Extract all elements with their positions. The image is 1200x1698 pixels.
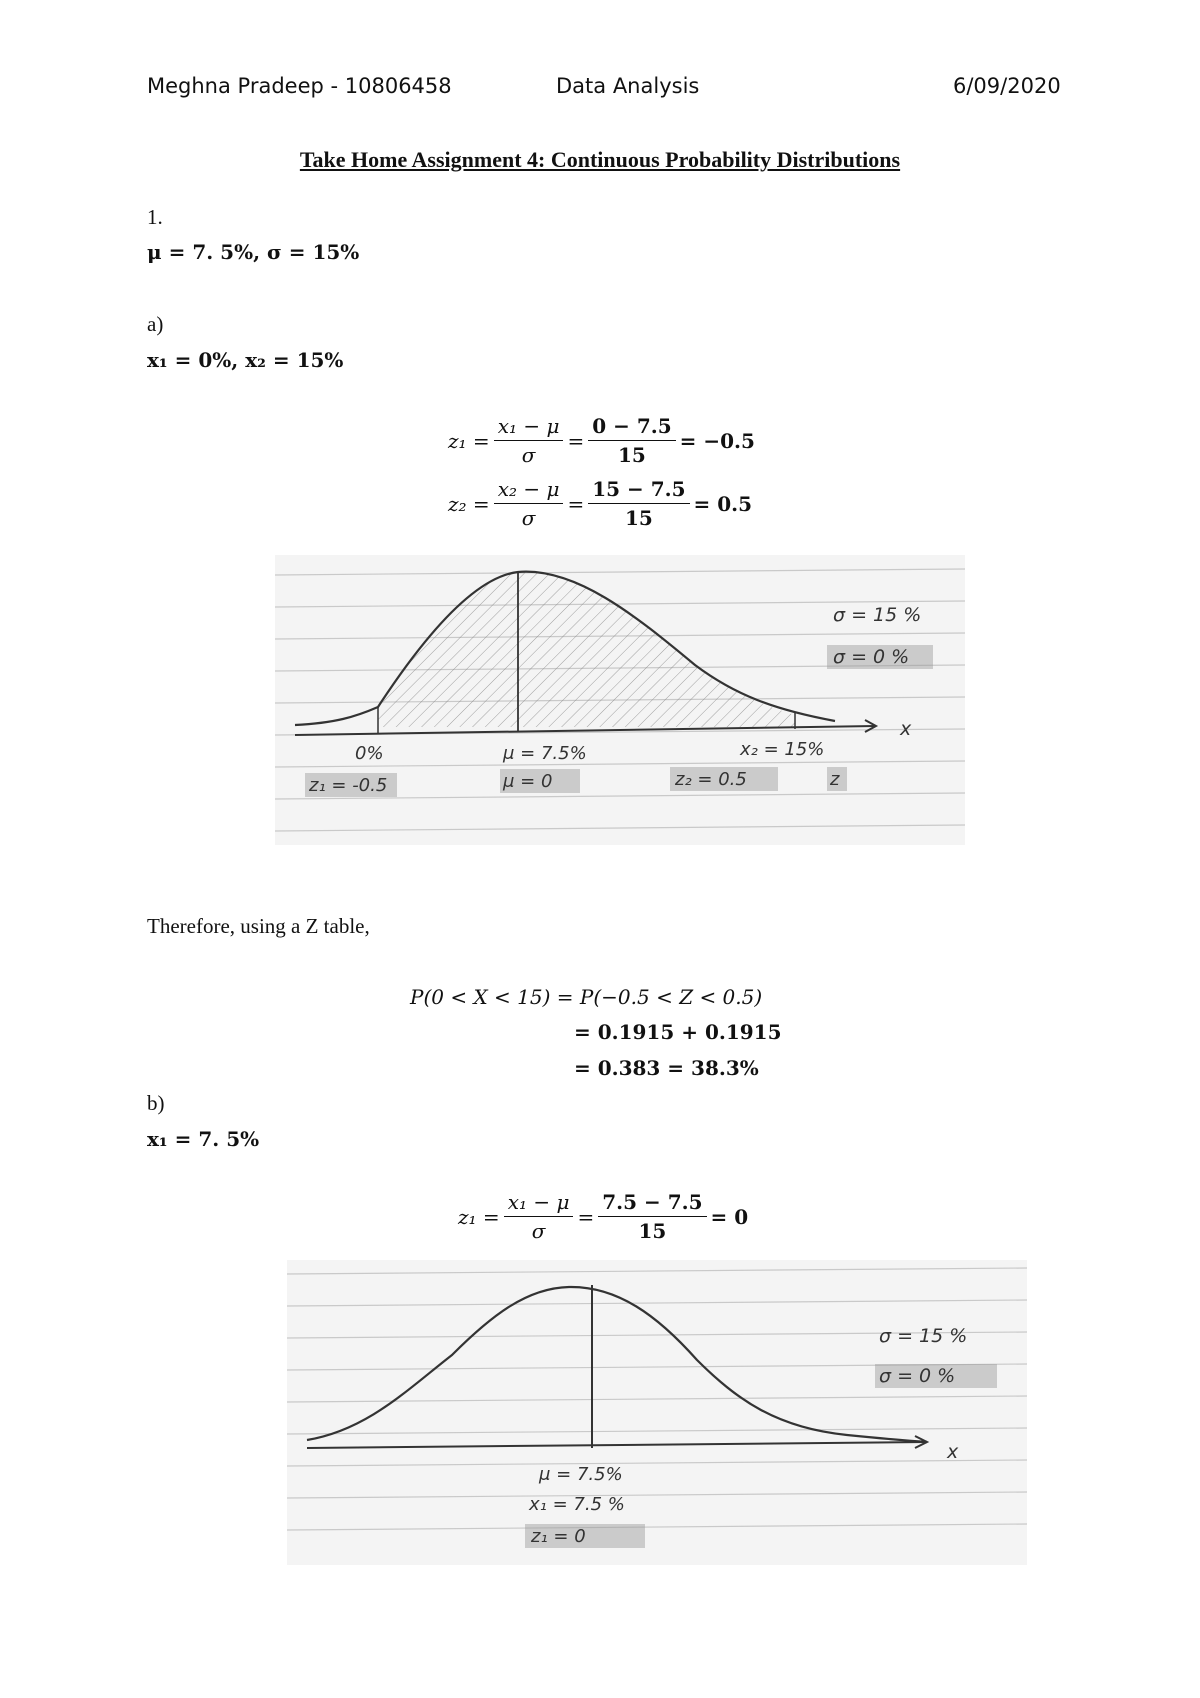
z1-frac-numeric [588, 414, 675, 467]
z1-frac-symbolic [494, 414, 564, 467]
z2-equation [448, 477, 752, 530]
header-author: Meghna Pradeep - 10806458 [147, 74, 452, 98]
x-axis-label: x [947, 1441, 959, 1463]
mu-label: μ = 7.5% [539, 1464, 623, 1485]
x1-label: x₁ = 7.5 % [529, 1494, 625, 1515]
page-title: Take Home Assignment 4: Continuous Probability Distributions [299, 147, 901, 172]
z1-symbol: z₁ [448, 428, 467, 453]
header-course: Data Analysis [556, 74, 700, 98]
part-b-given: x₁ = 7. 5% [147, 1127, 260, 1151]
x1-label: 0% [355, 743, 384, 764]
z-axis-label: z [830, 769, 840, 790]
question-number: 1. [147, 205, 163, 229]
frac-num: x₁ − μ [504, 1190, 574, 1217]
eq-sign: = [482, 1204, 500, 1229]
z1-frac-numeric [598, 1190, 706, 1243]
sketch-normal-curve-b [287, 1260, 1027, 1565]
x-axis-label: x [900, 718, 912, 740]
z2-label: z₂ = 0.5 [675, 769, 747, 790]
prob-line-3: = 0.383 = 38.3% [574, 1056, 759, 1080]
frac-den: σ [521, 506, 536, 530]
z1-label: z₁ = -0.5 [309, 775, 388, 796]
header-date: 6/09/2020 [953, 74, 1061, 98]
eq-sign: = [577, 1204, 595, 1229]
mu-label: μ = 7.5% [503, 743, 587, 764]
prob-line-1: P(0 < X < 15) = P(−0.5 < Z < 0.5) [410, 985, 763, 1009]
frac-den: 15 [618, 443, 646, 467]
eq-sign: = [472, 428, 490, 453]
frac-num: x₂ − μ [494, 477, 564, 504]
frac-num: 7.5 − 7.5 [598, 1190, 706, 1217]
z1-frac-symbolic [504, 1190, 574, 1243]
eq-sign: = [567, 491, 585, 516]
part-a-label: a) [147, 312, 164, 336]
therefore-text: Therefore, using a Z table, [147, 914, 370, 938]
z2-result: = 0.5 [693, 491, 753, 516]
mu-z-label: μ = 0 [503, 771, 553, 792]
x2-label: x₂ = 15% [740, 739, 825, 760]
z1-result: = −0.5 [679, 428, 755, 453]
prob-line-2: = 0.1915 + 0.1915 [574, 1020, 782, 1044]
q1-params: μ = 7. 5%, σ = 15% [147, 240, 360, 264]
sigma-label: σ = 15 % [833, 604, 922, 626]
z1-symbol: z₁ [458, 1204, 477, 1229]
eq-sign: = [472, 491, 490, 516]
frac-den: σ [531, 1219, 546, 1243]
z2-symbol: z₂ [448, 491, 467, 516]
part-a-given: x₁ = 0%, x₂ = 15% [147, 348, 344, 372]
z1-label: z₁ = 0 [531, 1526, 586, 1547]
sigma-label: σ = 15 % [879, 1325, 968, 1347]
part-b-z1-equation [458, 1190, 748, 1243]
z1-result: = 0 [710, 1204, 749, 1229]
frac-num: 0 − 7.5 [588, 414, 675, 441]
frac-den: σ [521, 443, 536, 467]
z1-equation [448, 414, 755, 467]
sketch-normal-curve-a [275, 555, 965, 845]
frac-den: 15 [638, 1219, 667, 1243]
sigma-z-label: σ = 0 % [833, 646, 910, 668]
z2-frac-symbolic [494, 477, 564, 530]
sigma-z-label: σ = 0 % [879, 1365, 956, 1387]
frac-num: 15 − 7.5 [588, 477, 689, 504]
paper-background [287, 1260, 1027, 1565]
part-b-label: b) [147, 1091, 165, 1115]
frac-num: x₁ − μ [494, 414, 564, 441]
z2-frac-numeric [588, 477, 689, 530]
eq-sign: = [567, 428, 585, 453]
frac-den: 15 [624, 506, 653, 530]
